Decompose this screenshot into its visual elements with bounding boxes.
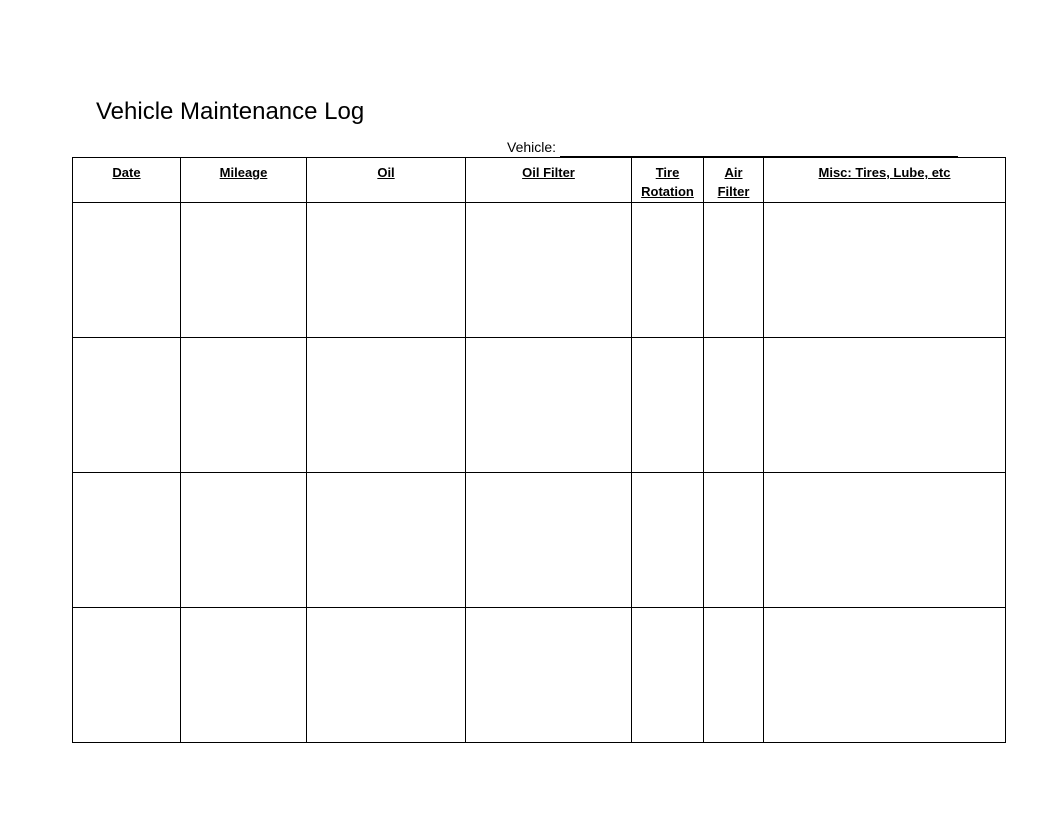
column-header-date: Date (73, 158, 181, 203)
cell-oil[interactable] (307, 203, 466, 338)
column-header-tire-rotation: Tire Rotation (632, 158, 704, 203)
column-header-oil-filter: Oil Filter (466, 158, 632, 203)
cell-mileage[interactable] (181, 203, 307, 338)
cell-air-filter[interactable] (704, 608, 764, 743)
cell-oil-filter[interactable] (466, 203, 632, 338)
cell-oil[interactable] (307, 608, 466, 743)
table-row (73, 338, 1006, 473)
cell-oil-filter[interactable] (466, 608, 632, 743)
page-title: Vehicle Maintenance Log (96, 98, 365, 125)
vehicle-field (507, 137, 967, 157)
cell-mileage[interactable] (181, 338, 307, 473)
cell-mileage[interactable] (181, 608, 307, 743)
cell-date[interactable] (73, 473, 181, 608)
vehicle-label: Vehicle: (507, 139, 557, 155)
cell-oil-filter[interactable] (466, 473, 632, 608)
cell-air-filter[interactable] (704, 338, 764, 473)
cell-date[interactable] (73, 203, 181, 338)
cell-misc[interactable] (764, 203, 1006, 338)
maintenance-log-table (72, 157, 1006, 743)
cell-oil[interactable] (307, 338, 466, 473)
cell-tire-rotation[interactable] (632, 338, 704, 473)
cell-date[interactable] (73, 608, 181, 743)
header-row (73, 158, 1006, 203)
cell-mileage[interactable] (181, 473, 307, 608)
table-row (73, 203, 1006, 338)
cell-oil-filter[interactable] (466, 338, 632, 473)
column-header-misc: Misc: Tires, Lube, etc (764, 158, 1006, 203)
column-header-mileage: Mileage (181, 158, 307, 203)
cell-air-filter[interactable] (704, 203, 764, 338)
cell-air-filter[interactable] (704, 473, 764, 608)
cell-date[interactable] (73, 338, 181, 473)
cell-misc[interactable] (764, 338, 1006, 473)
cell-tire-rotation[interactable] (632, 203, 704, 338)
cell-tire-rotation[interactable] (632, 608, 704, 743)
vehicle-blank-line (560, 141, 958, 157)
column-header-air-filter: Air Filter (704, 158, 764, 203)
table-row (73, 608, 1006, 743)
cell-oil[interactable] (307, 473, 466, 608)
column-header-oil: Oil (307, 158, 466, 203)
table-row (73, 473, 1006, 608)
cell-misc[interactable] (764, 473, 1006, 608)
cell-tire-rotation[interactable] (632, 473, 704, 608)
cell-misc[interactable] (764, 608, 1006, 743)
